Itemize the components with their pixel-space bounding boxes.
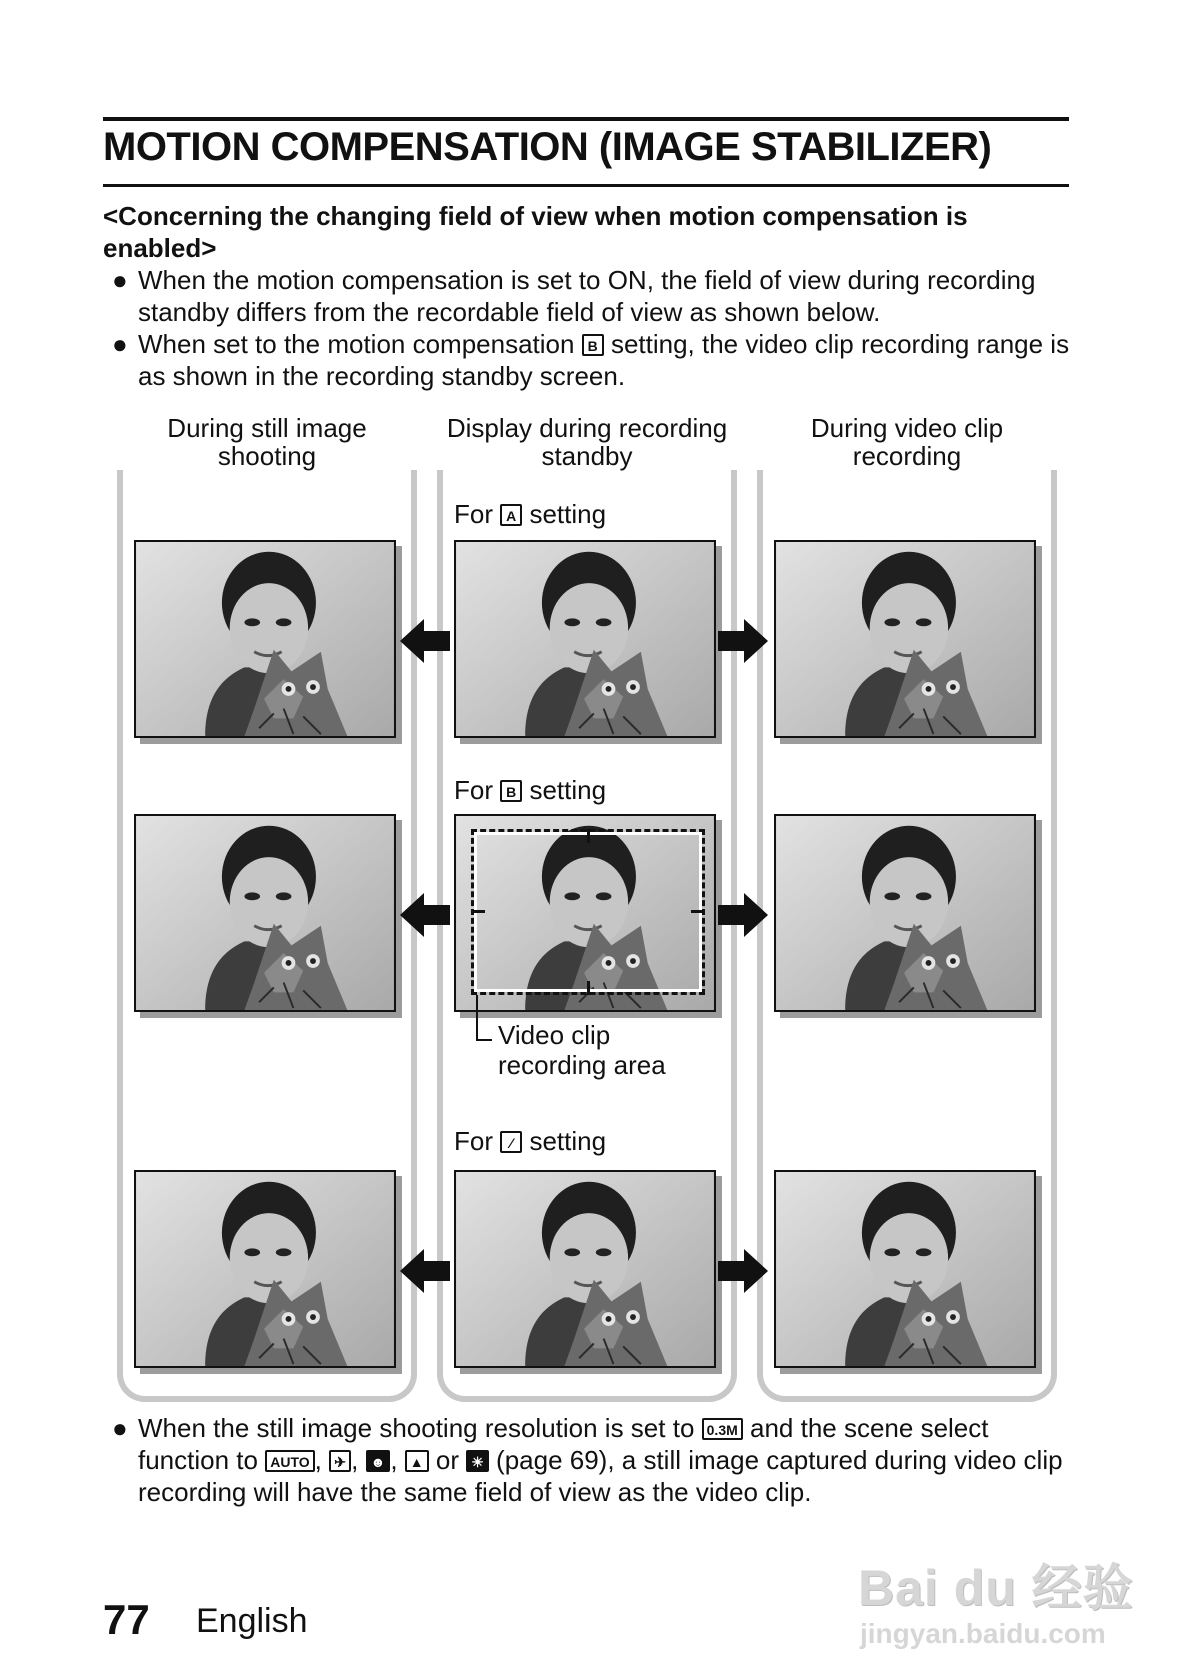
frame-tick [691, 910, 705, 913]
bullet-3-text-1: When the still image shooting resolution is set to [138, 1413, 695, 1443]
setting-label-off [454, 1126, 606, 1156]
frame-tick [471, 910, 485, 913]
sample-photo [134, 1170, 396, 1368]
sample-photo [774, 814, 1036, 1012]
page-number: 77 [103, 1596, 150, 1643]
separator: , [314, 1445, 322, 1475]
page-language: English [196, 1602, 308, 1640]
bullet-3-or: or [435, 1445, 459, 1475]
frame-tick [587, 829, 590, 843]
bullet-2 [112, 328, 1082, 392]
scene-portrait-icon: ☻ [366, 1450, 391, 1472]
sample-photo [774, 540, 1036, 738]
bullet-3 [112, 1412, 1082, 1508]
bullet-2-text-before: When set to the motion compensation [138, 329, 575, 359]
setting-label-a [454, 499, 606, 529]
separator: , [351, 1445, 359, 1475]
setting-suffix: setting [529, 499, 607, 529]
page-title: MOTION COMPENSATION (IMAGE STABILIZER) [103, 125, 992, 169]
sample-photo [134, 540, 396, 738]
arrow-left-icon [400, 893, 450, 937]
scene-auto-icon: AUTO [265, 1450, 314, 1472]
column-heading-video-text: During video clip recording [757, 414, 1057, 470]
resolution-0-3m-icon: 0.3M [702, 1418, 743, 1440]
separator: , [390, 1445, 398, 1475]
portrait-photo-icon [136, 1172, 394, 1366]
bullet-1 [112, 264, 1082, 328]
arrow-left-icon [400, 619, 450, 663]
scene-sports-icon: ✈ [329, 1450, 351, 1472]
sample-photo [134, 814, 396, 1012]
title-bottom-rule [103, 184, 1069, 187]
scene-night-icon: ☀ [466, 1450, 489, 1472]
portrait-photo-icon [456, 1172, 714, 1366]
arrow-right-icon [718, 893, 768, 937]
bullet-dot: ● [112, 265, 128, 295]
setting-prefix: For [454, 1126, 493, 1156]
arrow-left-icon [400, 1249, 450, 1293]
portrait-photo-icon [776, 542, 1034, 736]
section-subheading: <Concerning the changing field of view when motion compensation is enabled> [103, 201, 968, 263]
column-heading-still-text: During still image shooting [117, 414, 417, 470]
frame-tick [587, 981, 590, 995]
bullet-2-text-after: setting, the video clip recording range is as shown in the recording standby screen. [138, 329, 1070, 391]
setting-prefix: For [454, 499, 493, 529]
sample-photo [454, 540, 716, 738]
title-top-rule [103, 117, 1069, 121]
portrait-photo-icon [776, 816, 1034, 1010]
column-heading-still [117, 414, 417, 470]
video-recording-area-frame [471, 829, 705, 995]
stabilizer-b-icon: B [582, 334, 604, 356]
watermark-url: jingyan.baidu.com [860, 1618, 1106, 1649]
stabilizer-a-icon: A [500, 504, 522, 526]
stabilizer-b-icon: B [500, 780, 522, 802]
setting-prefix: For [454, 775, 493, 805]
stabilizer-off-icon: ⁄ [500, 1131, 522, 1153]
arrow-right-icon [718, 1249, 768, 1293]
column-heading-video [757, 414, 1057, 470]
bullet-3-text-3: (page 69), a still image captured during video clip recording will have the same field of view as the video clip. [138, 1445, 1063, 1507]
bullet-dot: ● [112, 329, 128, 359]
bullet-1-text: When the motion compensation is set to ON, the field of view during recording standby differs from the recordable field of view as shown below. [138, 265, 1036, 327]
recording-area-label: Video clip recording area [498, 1020, 666, 1080]
bullet-3-text-2: and the scene select function to [138, 1413, 989, 1475]
column-heading-standby [437, 414, 737, 470]
column-heading-standby-text: Display during recording standby [437, 414, 737, 470]
bullet-dot: ● [112, 1413, 128, 1443]
portrait-photo-icon [456, 542, 714, 736]
scene-landscape-icon: ▲ [405, 1450, 429, 1472]
setting-label-b [454, 775, 606, 805]
portrait-photo-icon [136, 542, 394, 736]
portrait-photo-icon [136, 816, 394, 1010]
sample-photo [454, 1170, 716, 1368]
watermark-logo: Bai du 经验 [858, 1560, 1134, 1616]
setting-suffix: setting [529, 1126, 607, 1156]
setting-suffix: setting [529, 775, 607, 805]
callout-leader-line [476, 995, 492, 1041]
arrow-right-icon [718, 619, 768, 663]
sample-photo [774, 1170, 1036, 1368]
portrait-photo-icon [776, 1172, 1034, 1366]
